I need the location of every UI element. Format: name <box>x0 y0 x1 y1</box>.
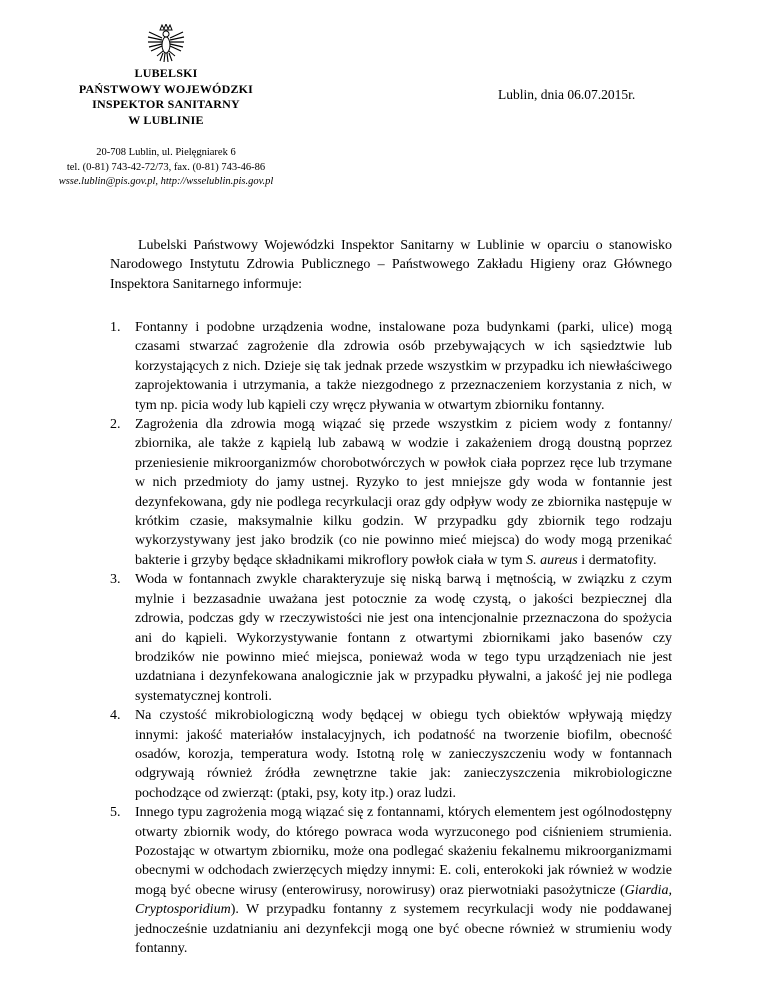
list-item <box>110 706 672 803</box>
list-item-text: Innego typu zagrożenia mogą wiązać się z fontannami, których elementem jest ogólnodostępny otwarty zbiornik wody, do którego powraca woda wyrzuconego pod ciśnieniem strumienia. Pozostając w otwartym zbiorniku, może ona podlegać skażeniu fekalnemu mikroorganizmami obecnymi w odchodach zwierzęcych między innymi: E. coli, enterokoki jak również w wodzie mogą być obecne wirusy (enterowirusy, norowirusy) oraz pierwotniaki pasożytnicze ( <box>135 805 672 898</box>
issuer-line: PAŃSTWOWY WOJEWÓDZKI <box>78 81 254 96</box>
list-item-text: i dermatofity. <box>577 552 657 568</box>
email-website: wsse.lublin@pis.gov.pl, http://wsselublin.pis.gov.pl <box>58 176 274 187</box>
document-date: Lublin, dnia 06.07.2015r. <box>498 87 636 102</box>
issuer-line: INSPEKTOR SANITARNY <box>92 97 240 111</box>
address: 20-708 Lublin, ul. Pielęgniarek 6 <box>96 147 236 158</box>
polish-eagle-emblem-icon <box>146 24 186 68</box>
list-item-number: 2. <box>110 417 121 433</box>
list-item-text: Woda w fontannach zwykle charakteryzuje się niską barwą i mętnością, w związku z czym mylnie i bezzasadnie uważana jest potocznie za wodę czystą, o jakości bezpiecznej dla zdrowia, podczas gdy w rzeczywistości nie jest ona intencjonalnie przeznaczona do spożycia ani do kąpieli. Wykorzystywanie fontann z otwartymi zbiornikami jako basenów czy brodzików nie powinno mieć miejsca, ponieważ woda w tego typu urządzeniach nie jest uzdatniana i dezynfekowana analogicznie jak w przypadku pływalni, a jakość jej nie podlega systematycznej kontroli. <box>135 572 672 704</box>
issuer-line: W LUBLINIE <box>128 112 204 127</box>
list-item <box>110 803 672 958</box>
numbered-list <box>110 318 672 958</box>
list-item-number: 5. <box>110 805 121 821</box>
list-item <box>110 318 672 415</box>
list-item-number: 4. <box>110 708 121 724</box>
list-item <box>110 570 672 706</box>
list-item-number: 3. <box>110 572 121 588</box>
issuer-line: LUBELSKI <box>134 66 198 80</box>
phone-fax: tel. (0-81) 743-42-72/73, fax. (0-81) 743-46-86 <box>66 161 266 173</box>
list-item-text: Fontanny i podobne urządzenia wodne, instalowane poza budynkami (parki, ulice) mogą czasami stwarzać zagrożenie dla zdrowia osób przebywających w ich sąsiedztwie lub korzystających z nich. Dzieje się tak jednak przede wszystkim w przypadku ich niewłaściwego zaprojektowania i utrzymania, a także niezgodnego z przeznaczeniem korzystania z nich, w tym np. picia wody lub kąpieli czy wręcz pływania w otwartym zbiorniku fontanny. <box>135 320 672 413</box>
list-item-number: 1. <box>110 320 121 335</box>
list-item-text: Zagrożenia dla zdrowia mogą wiązać się przede wszystkim z piciem wody z fontanny/ zbiornika, ale także z kąpielą lub zabawą w wodzie i zakażeniem drogą doustną poprzez przeniesienie mikroorganizmów chorobotwórczych w powłok ciała poprzez ręce lub trzymane w nich przedmioty do jamy ustnej. Ryzyko to jest mniejsze gdy woda w fontannie jest dezynfekowana, gdy nie podlega recyrkulacji oraz gdy odpływ wody ze zbiornika następuje w krótkim czasie, maksymalnie kilku godzin. W przypadku gdy zbiornik tego rodzaju wykorzystywany jest jako brodzik (co nie powinno mieć miejsca) do wody mogą przenikać bakterie i grzyby będące składnikami mikroflory powłok ciała w tym <box>135 417 672 568</box>
list-item <box>110 415 672 570</box>
species-name: S. aureus <box>526 552 578 568</box>
list-item-text: ). W przypadku fontanny z systemem recyrkulacji wody nie poddawanej jednocześnie uzdatnianiu ani dezynfekcji mogą one być obecne również w strumieniu wody fontanny. <box>135 902 672 956</box>
list-item-text: Na czystość mikrobiologiczną wody będącej w obiegu tych obiektów wpływają między innymi: jakość materiałów instalacyjnych, ich podatność na tworzenie biofilm, obecność osadów, korozja, temperatura wody. Istotną rolę w zanieczyszczeniu wody w fontannach odgrywają również źródła zewnętrzne takie jak: zanieczyszczenia mikrobiologiczne pochodzące od zwierząt: (ptaki, psy, koty itp.) oraz ludzi. <box>135 708 672 801</box>
intro-paragraph: Lubelski Państwowy Wojewódzki Inspektor Sanitarny w Lublinie w oparciu o stanowisko Narodowego Instytutu Zdrowia Publicznego – Państwowego Zakładu Higieny oraz Głównego Inspektora Sanitarnego informuje: <box>110 238 672 292</box>
contact-block <box>30 146 302 190</box>
issuer-name <box>58 66 274 128</box>
species-name: Giardia, Cryptosporidium <box>135 882 672 918</box>
